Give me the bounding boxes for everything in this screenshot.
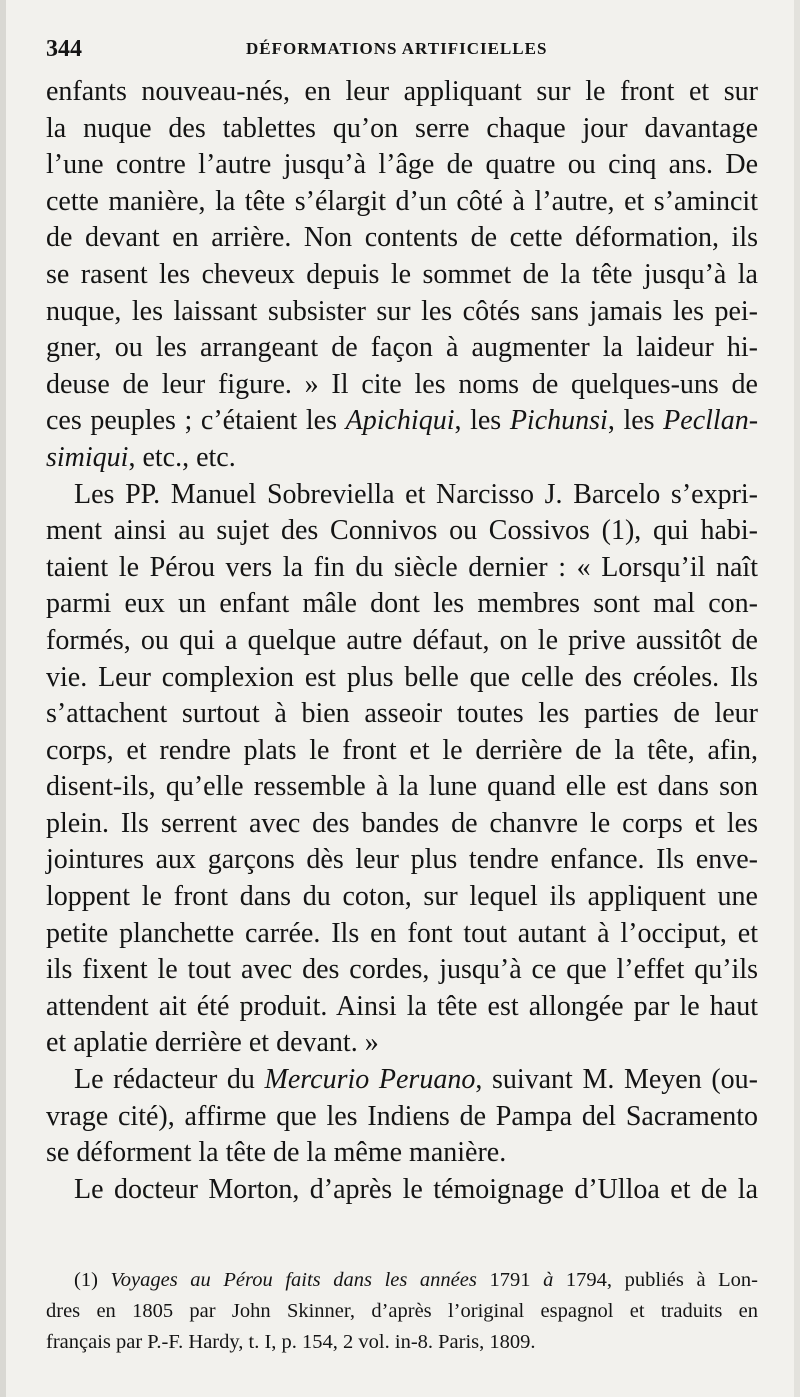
page-number: 344 [46, 36, 82, 62]
italic-name-apichiqui: Apichiqui [345, 405, 455, 437]
italic-word: à [543, 1269, 554, 1291]
text-line: ment ainsi au sujet des Connivos ou Cossivos (1), qui habi- [46, 515, 758, 547]
text-line: formés, ou qui a quelque autre défaut, on le prive aussitôt de [46, 624, 758, 656]
text-line: corps, et rendre plats le front et le derrière de la tête, afin, [46, 734, 758, 766]
text-line: vie. Leur complexion est plus belle que celle des créoles. Ils [46, 661, 758, 693]
text-line: se déforment la tête de la même manière. [46, 1137, 507, 1169]
text-run: , les [607, 405, 664, 437]
text-line: la nuque des tablettes qu’on serre chaque jour davantage [46, 112, 758, 144]
text-run: ces peuples ; c’étaient les [46, 405, 346, 437]
paragraph-start-line [46, 1062, 758, 1099]
text-line: loppent le front dans du coton, sur lequel ils appliquent une [46, 881, 758, 913]
italic-name-pecllansimiqui: Pecllan- [663, 405, 759, 437]
text-line: de devant en arrière. Non contents de cette déformation, ils [46, 222, 758, 254]
italic-name-pichunsi: Pichunsi [509, 405, 608, 437]
text-line [46, 403, 758, 440]
page-header [46, 36, 754, 64]
body-text [46, 74, 758, 1208]
running-head: DÉFORMATIONS ARTIFICIELLES [246, 39, 548, 58]
footnote-marker: (1) [74, 1269, 111, 1291]
text-run: , suivant M. Meyen (ou- [475, 1064, 758, 1096]
text-line: et aplatie derrière et devant. » [46, 1027, 379, 1059]
text-line [46, 440, 758, 477]
text-run: 1794, publiés à Lon- [553, 1269, 759, 1291]
text-line: deuse de leur figure. » Il cite les noms de quelques-uns de [46, 368, 758, 400]
footnote [46, 1265, 758, 1358]
text-line: taient le Pérou vers la fin du siècle dernier : « Lorsqu’il naît [46, 551, 758, 583]
text-line: plein. Ils serrent avec des bandes de chanvre le corps et les [46, 807, 758, 839]
paragraph-start-line: Les PP. Manuel Sobreviella et Narcisso J. Barcelo s’expri- [74, 478, 758, 510]
text-line: enfants nouveau-nés, en leur appliquant sur le front et sur [46, 76, 758, 107]
text-line: cette manière, la tête s’élargit d’un côté à l’autre, et s’amincit [46, 185, 758, 217]
text-line: se rasent les cheveux depuis le sommet de la tête jusqu’à la [46, 258, 758, 290]
text-line: nuque, les laissant subsister sur les côtés sans jamais les pei- [46, 295, 758, 327]
footnote-line: dres en 1805 par John Skinner, d’après l’original espagnol et traduits en [46, 1300, 758, 1322]
text-line: gner, ou les arrangeant de façon à augmenter la laideur hi- [46, 332, 758, 364]
text-line: disent-ils, qu’elle ressemble à la lune quand elle est dans son [46, 771, 758, 803]
text-line: s’attachent surtout à bien asseoir toutes les parties de leur [46, 698, 758, 730]
text-line: parmi eux un enfant mâle dont les membres sont mal con- [46, 588, 758, 620]
footnote-line [46, 1265, 758, 1296]
italic-book-title: Voyages au Pérou faits dans les années [110, 1269, 477, 1291]
text-run: 1791 [476, 1269, 544, 1291]
paragraph-start-line: Le docteur Morton, d’après le témoignage d’Ulloa et de la [74, 1173, 758, 1205]
text-line: jointures aux garçons dès leur plus tendre enfance. Ils enve- [46, 844, 758, 876]
footnote-line: français par P.-F. Hardy, t. I, p. 154, 2 vol. in-8. Paris, 1809. [46, 1331, 536, 1353]
page-edge-shadow-left [0, 0, 6, 1397]
italic-name-pecllansimiqui-end: simiqui [46, 441, 129, 473]
text-line: vrage cité), affirme que les Indiens de Pampa del Sacramento [46, 1100, 758, 1132]
text-run: , etc., etc. [128, 441, 236, 473]
text-line: l’une contre l’autre jusqu’à l’âge de quatre ou cinq ans. De [46, 149, 758, 181]
text-run: , les [454, 405, 510, 437]
text-line: attendent ait été produit. Ainsi la tête est allongée par le haut [46, 990, 758, 1022]
page-edge-shadow-right [794, 0, 800, 1397]
text-run: Le rédacteur du [74, 1064, 265, 1096]
italic-title-mercurio-peruano: Mercurio Peruano [264, 1064, 476, 1096]
text-line: ils fixent le tout avec des cordes, jusqu’à ce que l’effet qu’ils [46, 954, 758, 986]
text-line: petite planchette carrée. Ils en font tout autant à l’occiput, et [46, 917, 758, 949]
